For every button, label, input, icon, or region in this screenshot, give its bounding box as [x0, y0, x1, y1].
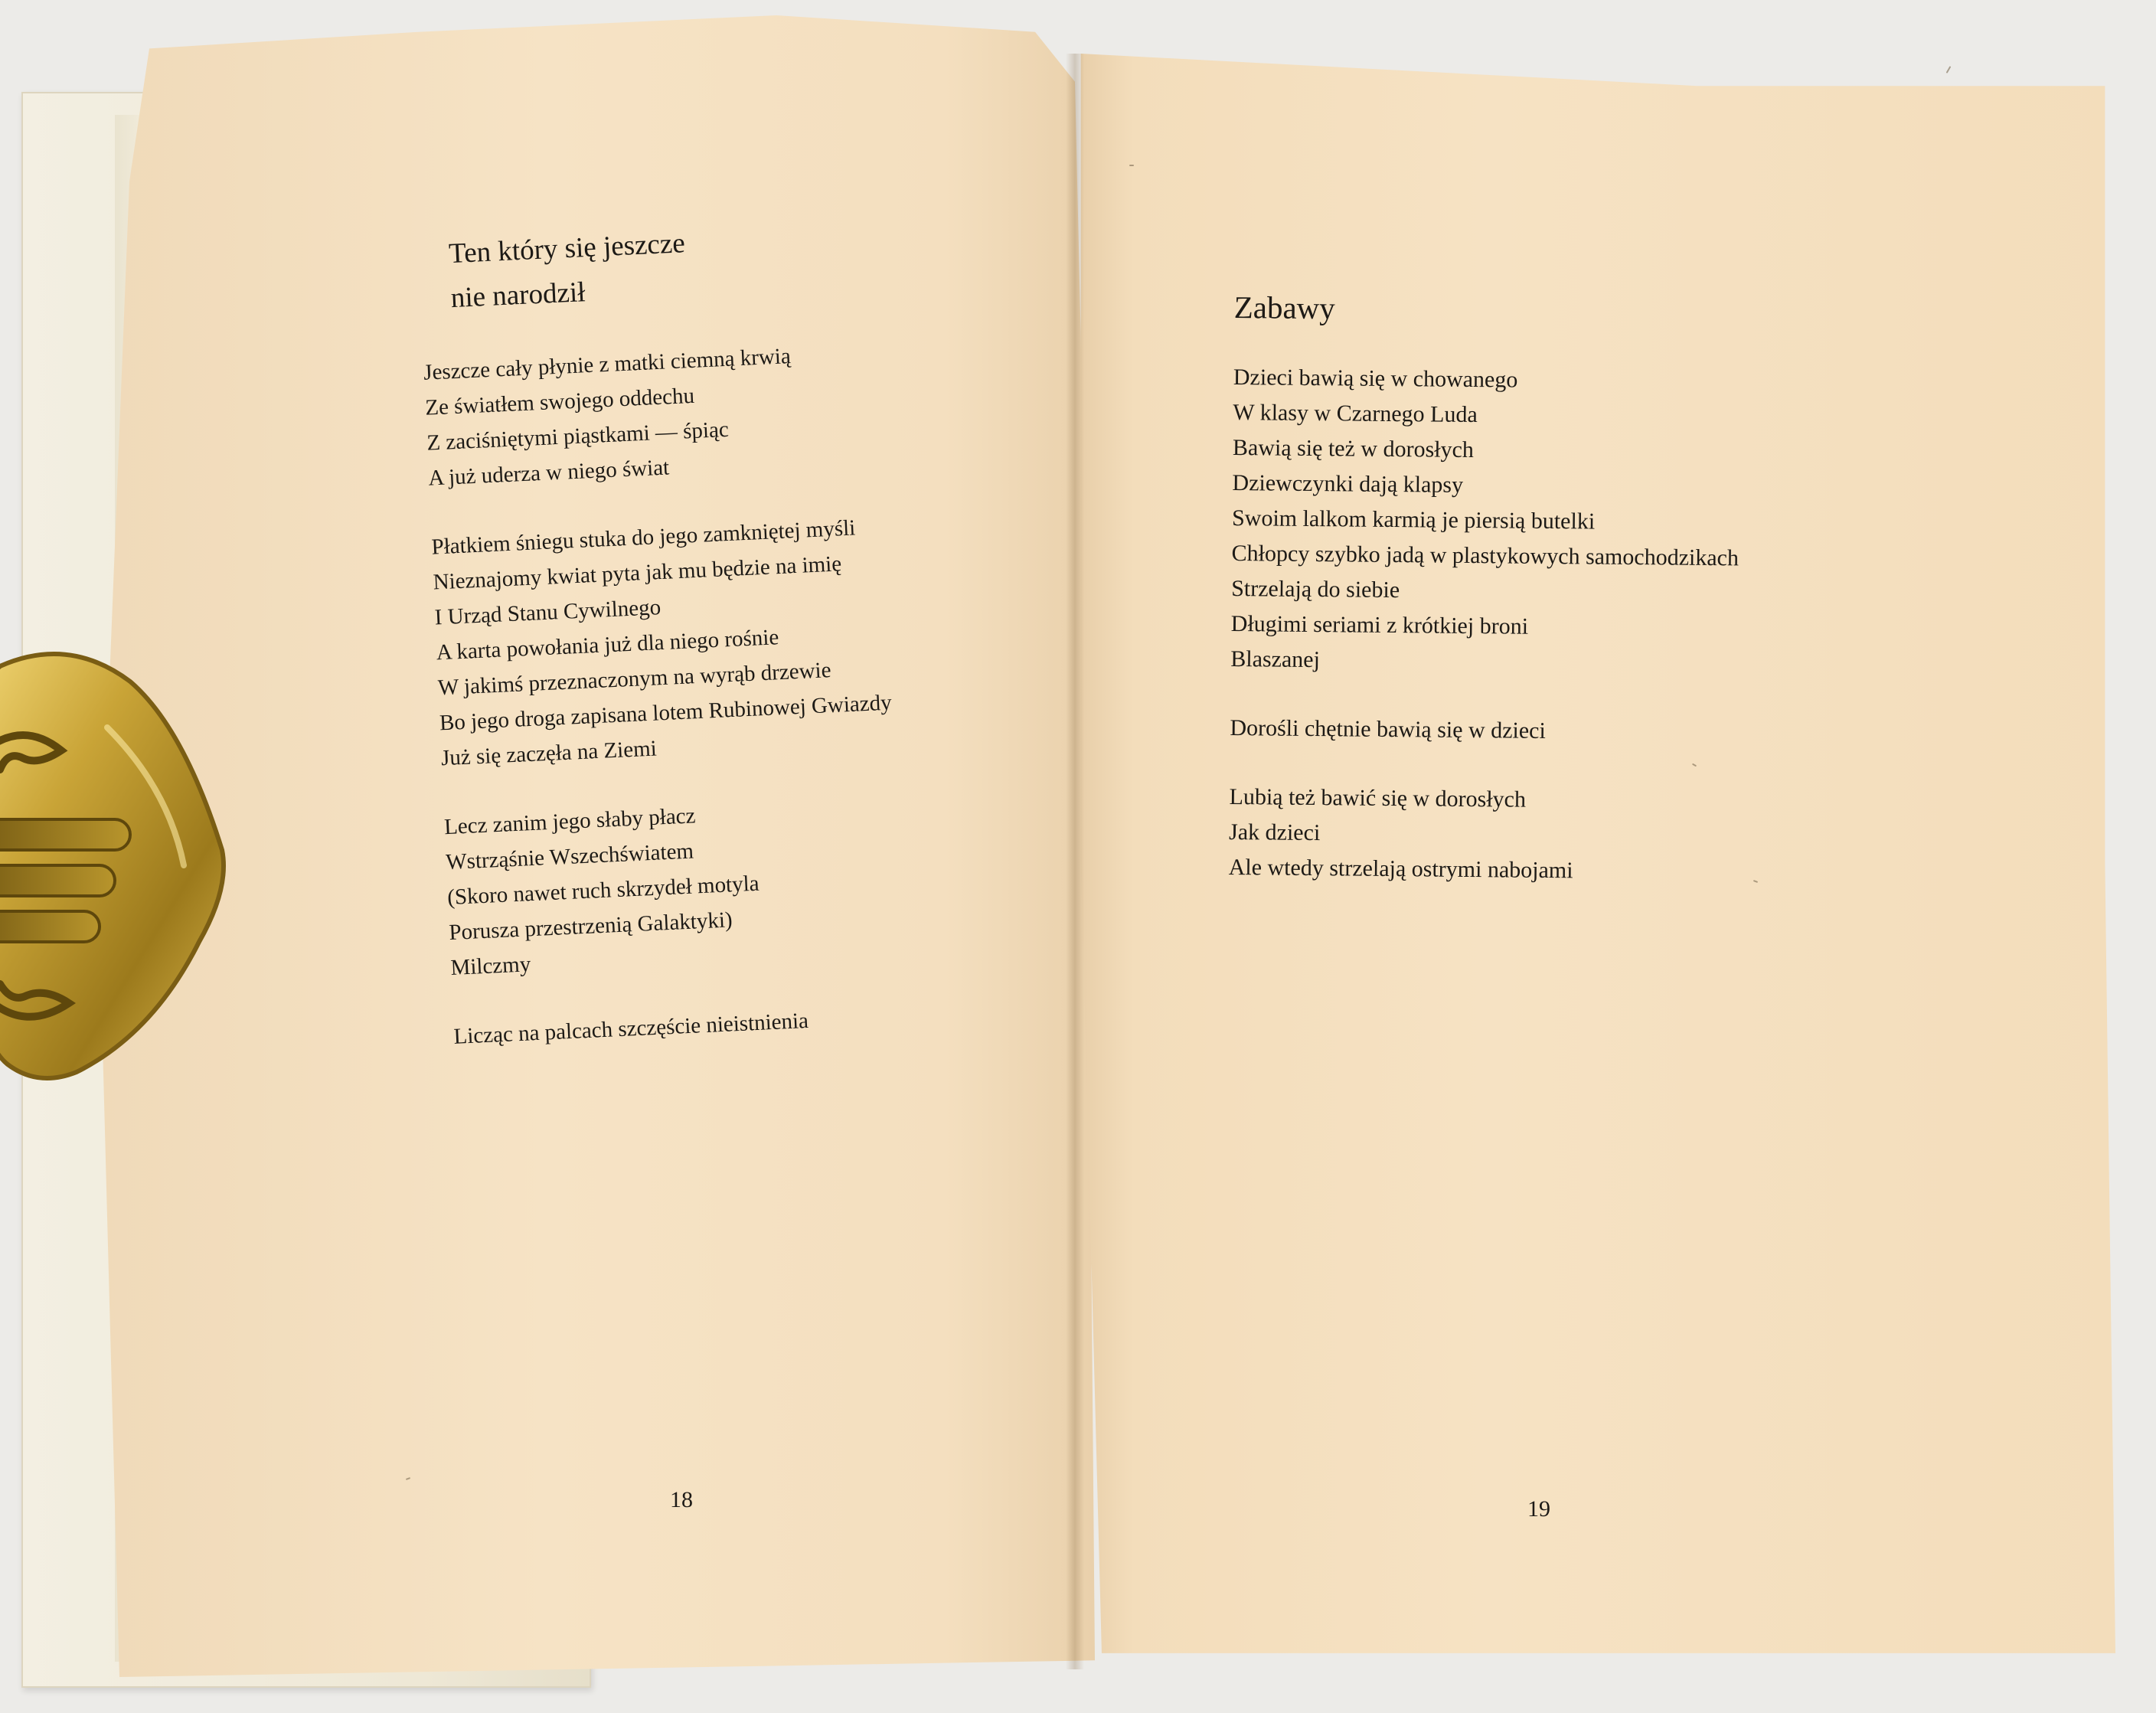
paper-speck [1946, 66, 1952, 74]
poem-line: Ale wtedy strzelają ostrymi nabojami [1228, 854, 1573, 884]
left-stanza-4 [453, 999, 907, 1054]
poem-line: Długimi seriami z krótkiej broni [1230, 610, 1529, 639]
right-stanza-3 [1228, 780, 1736, 890]
poem-line: A karta powołania już dla niego rośnie [436, 625, 779, 665]
poem-line: Jeszcze cały płynie z matki ciemną krwią [423, 344, 792, 385]
poem-line: (Skoro nawet ruch skrzydeł motyla [446, 871, 760, 910]
poem-line: Nieznajomy kwiat pyta jak mu będzie na imię [432, 551, 842, 595]
right-poem [1228, 285, 1741, 924]
poem-line: I Urząd Stanu Cywilnego [434, 595, 662, 630]
left-stanza-2 [431, 509, 894, 776]
poem-line: Ze światłem swojego oddechu [424, 383, 695, 420]
page-number-left: 18 [670, 1487, 693, 1512]
page-number-right: 19 [1527, 1496, 1550, 1522]
poem-line: Bo jego droga zapisana lotem Rubinowej Gwiazdy [439, 690, 893, 736]
poem-line: W jakimś przeznaczonym na wyrąb drzewie [437, 658, 832, 701]
poem-line: A już uderza w niego świat [427, 455, 670, 491]
left-poem-title [448, 213, 874, 321]
poem-line: W klasy w Czarnego Luda [1233, 399, 1478, 428]
poem-line: Płatkiem śniegu stuka do jego zamkniętej myśli [430, 515, 856, 560]
poem-line: Blaszanej [1230, 646, 1321, 673]
poem-line: Lubią też bawić się w dorosłych [1229, 783, 1527, 812]
left-stanza-1 [423, 335, 881, 496]
poem-line: Jak dzieci [1228, 819, 1321, 846]
left-title-line: nie narodził [449, 276, 586, 315]
poem-line: Z zaciśniętymi piąstkami — śpiąc [426, 417, 730, 456]
left-poem [417, 213, 908, 1088]
poem-line: Strzelają do siebie [1231, 575, 1400, 603]
poem-line: Dzieci bawią się w chowanego [1233, 364, 1518, 393]
poem-line: Chłopcy szybko jadą w plastykowych samochodzikach [1231, 540, 1740, 571]
poem-line: Dziewczynki dają klapsy [1232, 469, 1464, 498]
book-spine [1066, 54, 1084, 1669]
poem-line: Milczmy [449, 952, 531, 980]
poem-line: Swoim lalkom karmią je piersią butelki [1231, 505, 1596, 534]
brass-page-clip [0, 636, 230, 1095]
poem-line: Lecz zanim jego słaby płacz [443, 803, 697, 840]
paper-speck [1129, 165, 1134, 166]
poem-line: Licząc na palcach szczęście nieistnienia [452, 1008, 809, 1049]
right-stanza-2 [1230, 711, 1737, 750]
poem-line: Już się zaczęła na Ziemi [440, 736, 658, 771]
left-title-line: Ten który się jeszcze [448, 227, 686, 270]
poem-line: Dorośli chętnie bawią się w dzieci [1230, 714, 1546, 744]
poem-line: Wstrząśnie Wszechświatem [445, 839, 694, 875]
right-poem-title: Zabawy [1233, 289, 1335, 326]
left-stanza-3 [443, 789, 903, 986]
right-stanza-1 [1230, 360, 1740, 682]
poem-line: Bawią się też w dorosłych [1232, 434, 1475, 463]
poem-line: Porusza przestrzenią Galaktyki) [448, 907, 733, 946]
